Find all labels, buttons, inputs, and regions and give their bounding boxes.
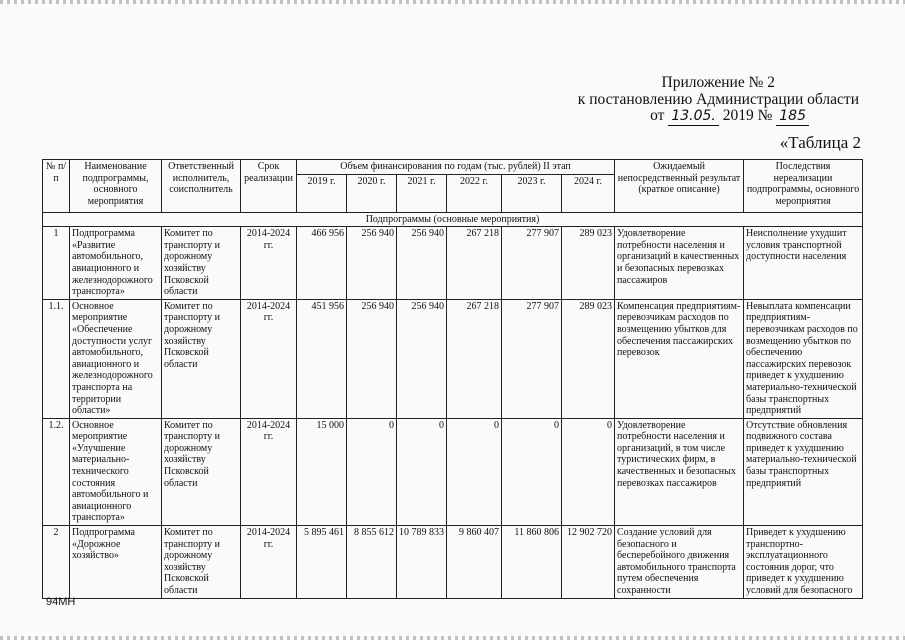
handwritten-date: 13.05. [668, 107, 719, 126]
footer-code: 94МН [46, 596, 76, 608]
row-result: Удовлетворение потребности населения и организаций в качественных и безопасных перевозках пассажиров [615, 227, 744, 300]
table-row [43, 418, 863, 525]
section-title: Подпрограммы (основные мероприятия) [43, 212, 863, 227]
header-year: 2022 г. [447, 174, 502, 212]
appendix-date-line [650, 107, 809, 126]
section-row [43, 212, 863, 227]
row-value: 451 956 [297, 299, 347, 418]
scan-edge-top [0, 0, 905, 4]
row-value: 8 855 612 [347, 526, 397, 599]
row-term: 2014-2024 гг. [241, 526, 297, 599]
header-name: Наименование подпрограммы, основного мероприятия [70, 160, 162, 213]
row-value: 10 789 833 [397, 526, 447, 599]
row-value: 0 [447, 418, 502, 525]
row-consequence: Невыплата компенсации предприятиям-перевозчикам расходов по возмещению убытков по обеспечению пассажирских перевозок приведет к ухудшению материально-технической базы транспортных предприятий [744, 299, 863, 418]
row-responsible: Комитет по транспорту и дорожному хозяйству Псковской области [162, 299, 241, 418]
row-value: 15 000 [297, 418, 347, 525]
header-year: 2023 г. [502, 174, 562, 212]
row-name: Подпрограмма «Развитие автомобильного, авиационного и железнодорожного транспорта» [70, 227, 162, 300]
header-result: Ожидаемый непосредственный результат (краткое описание) [615, 160, 744, 213]
row-result: Удовлетворение потребности населения и организаций, в том числе туристических фирм, в качественных и безопасных перевозках пассажиров [615, 418, 744, 525]
header-responsible: Ответственный исполнитель, соисполнитель [162, 160, 241, 213]
row-value: 11 860 806 [502, 526, 562, 599]
header-term: Срок реализации [241, 160, 297, 213]
row-responsible: Комитет по транспорту и дорожному хозяйству Псковской области [162, 526, 241, 599]
row-value: 0 [397, 418, 447, 525]
row-name: Подпрограмма «Дорожное хозяйство» [70, 526, 162, 599]
row-value: 0 [347, 418, 397, 525]
row-num: 1.2. [43, 418, 70, 525]
header-year: 2019 г. [297, 174, 347, 212]
row-value: 267 218 [447, 227, 502, 300]
row-value: 256 940 [397, 227, 447, 300]
row-num: 1 [43, 227, 70, 300]
row-value: 256 940 [397, 299, 447, 418]
row-name: Основное мероприятие «Улучшение материально-технического состояния автомобильного и авиационного транспорта» [70, 418, 162, 525]
row-value: 0 [502, 418, 562, 525]
header-year: 2021 г. [397, 174, 447, 212]
row-value: 12 902 720 [562, 526, 615, 599]
scan-edge-bottom [0, 636, 905, 640]
row-value: 289 023 [562, 227, 615, 300]
appendix-subtitle: к постановлению Администрации области [577, 91, 859, 108]
table-row [43, 227, 863, 300]
row-result: Компенсация предприятиям-перевозчикам расходов по возмещению убытков для обеспечения пассажирских перевозок [615, 299, 744, 418]
row-responsible: Комитет по транспорту и дорожному хозяйству Псковской области [162, 418, 241, 525]
header-num: № п/п [43, 160, 70, 213]
row-value: 277 907 [502, 227, 562, 300]
row-result: Создание условий для безопасного и бесперебойного движения автомобильного транспорта путем обеспечения сохранности [615, 526, 744, 599]
row-value: 466 956 [297, 227, 347, 300]
funding-table [42, 159, 863, 599]
row-consequence: Приведет к ухудшению транспортно-эксплуатационного состояния дорог, что приведет к ухудшению условий для безопасного [744, 526, 863, 599]
row-consequence: Отсутствие обновления подвижного состава приведет к ухудшению материально-технической базы транспортных предприятий [744, 418, 863, 525]
row-value: 9 860 407 [447, 526, 502, 599]
row-value: 289 023 [562, 299, 615, 418]
row-term: 2014-2024 гг. [241, 299, 297, 418]
handwritten-number: 185 [776, 107, 809, 126]
date-prefix: от [650, 107, 665, 124]
year-label: 2019 № [722, 107, 773, 124]
row-responsible: Комитет по транспорту и дорожному хозяйству Псковской области [162, 227, 241, 300]
row-value: 5 895 461 [297, 526, 347, 599]
header-funding: Объем финансирования по годам (тыс. рублей) II этап [297, 160, 615, 175]
appendix-title: Приложение № 2 [661, 74, 775, 91]
row-consequence: Неисполнение ухудшит условия транспортной доступности населения [744, 227, 863, 300]
row-value: 0 [562, 418, 615, 525]
header-consequence: Последствия нереализации подпрограммы, основного мероприятия [744, 160, 863, 213]
row-num: 1.1. [43, 299, 70, 418]
header-year: 2020 г. [347, 174, 397, 212]
row-num: 2 [43, 526, 70, 599]
row-value: 256 940 [347, 299, 397, 418]
row-value: 277 907 [502, 299, 562, 418]
row-term: 2014-2024 гг. [241, 227, 297, 300]
row-name: Основное мероприятие «Обеспечение доступности услуг автомобильного, авиационного и железнодорожного транспорта на территории области» [70, 299, 162, 418]
row-value: 256 940 [347, 227, 397, 300]
header-year: 2024 г. [562, 174, 615, 212]
table-row [43, 299, 863, 418]
table-label: «Таблица 2 [779, 133, 861, 152]
row-term: 2014-2024 гг. [241, 418, 297, 525]
row-value: 267 218 [447, 299, 502, 418]
table-row [43, 526, 863, 599]
